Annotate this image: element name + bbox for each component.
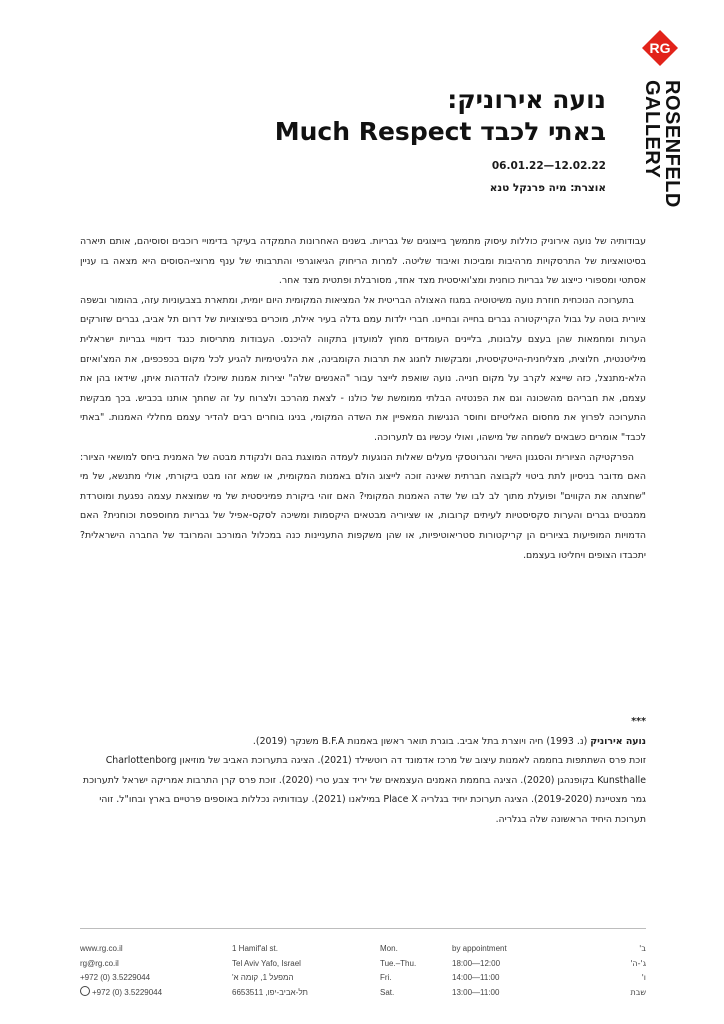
exhibition-text	[80, 232, 646, 565]
svg-text:RG: RG	[649, 40, 671, 56]
whatsapp-icon	[80, 986, 90, 996]
artist-title: נועה אירוניק:	[447, 85, 606, 114]
hours-row	[380, 942, 646, 957]
bio-line-1	[80, 732, 646, 752]
paragraph-2: בתערוכה הנוכחית חוזרת נועה משיטוטיה במגוז האצולה הבריטית אל המציאות המקומית היום יומית, ומתארת בצבעוניות עזה, בהומור ובשפה ציורית בוטה על גבול הקריקטורה גברים בחייה ובחיינו. חברי ילדות עמם גדלה בעיר אילת, מוכרים בפיצוציות של דרום תל אביב, גברים שזורקים הערות ומחמאות שהן בעצם עלבונות, בליינים העומדים מחוץ למועדון בתקווה להיכנס. העבודות מתריסות כנגד דימויי גבריות ישראלית מיליטנטית, חלוצית, מצליחנית-הייטקיסטית, ומבקשות לחגוג את תרבות הקומבינה, את הלגיטימיות להגיע לכל מקום בכפכפים, את המצ'ואיזם הלא-מתנצל, כזה שייצא לקרב על מקום חנייה. נועה שואפת לייצר עבור "האנשים שלה" יצירות אמנות שיוכלו להזדהות איתן, שידאו בהן את עצמם, את חבריהם מהשכונה וגם את הפנטזיה הבלתי ממומשת של כולנו - לצאת מהרכב ולצרוח על זה שחתך אותנו בכביש. בכך מבקשת התערוכה לפרוץ את מחסום האליטיזם וחוסר הנגישות המאפיין את השדה המקומי, בניגו בוחרים רבים להדיר עצמם מחללי האמנות. "באתי לכבד" אומרים כשבאים לשמחה של מישהו, ואולי עכשיו גם לתערוכה.	[80, 294, 646, 443]
hours-day: Sat.	[380, 987, 395, 997]
footer-contact	[80, 942, 162, 1000]
hours-day-hebrew: ג'-ה'	[630, 958, 646, 968]
footer-divider	[80, 928, 646, 929]
whatsapp-contact[interactable]	[80, 986, 162, 1001]
hours-time: 18:00—12:00	[452, 958, 501, 968]
address-line-4: תל-אביב-יפו, 6653511	[232, 987, 308, 997]
email-link[interactable]: rg@rg.co.il	[80, 958, 119, 968]
hours-day-hebrew: ב'	[639, 944, 646, 953]
hours-time: 14:00—11:00	[452, 973, 500, 983]
bio-intro: (נ. 1993) חיה ויוצרת בתל אביב. בוגרת תואר ראשון באמנות B.F.A משנקר (2019).	[252, 735, 591, 747]
hours-day: Tue.–Thu.	[380, 958, 417, 968]
footer-address	[232, 942, 308, 1000]
artist-bio	[80, 712, 646, 830]
address-line-1: 1 Hamif'al st.	[232, 944, 278, 953]
exhibition-title-english: Much Respect	[274, 117, 472, 146]
hours-day: Mon.	[380, 944, 398, 953]
bio-artist-name: נועה אירוניק	[590, 735, 646, 747]
hours-row	[380, 971, 646, 986]
whatsapp-number: +972 (0) 3.5229044	[92, 987, 163, 997]
paragraph-3: הפרקטיקה הציורית והסגנון הישיר והגרוטסקי מעלים שאלות הנוגעות לעמדה המוצגת בהם ולנקודת מבטה של האמנית ביחס למושאי הציור: האם מדובר בניסיון לתת ביטוי לקבוצה חברתית שאינה זוכה לייצוג הולם באמנות המקומית, או שמא זהו מבט ביקורתי, אולי מתנשא, של מי "שחצתה את הקווים" ופועלת מתוך לב לבו של שדה האמנות המקומי? האם זוהי ביקורת פמיניסטית של מי שמוצאת עצמה נפגעת ומוטרדת ממבטים גברים והערות סקסיסטיות לעיתים קרובות, או שציוריה מבטאים היקסמות ומשיכה לסקס-אפיל של גבריות מחוספסת וכוחנית? האם הדמויות המופיעות בציורים הן קריקטורות סטריאוטיפיות, או שהן משקפות התעניינות כנה במכלול המורכב והמרובד של החברה הישראלית? יתכבדו הצופים ויחליטו בעצמם.	[80, 451, 646, 561]
hours-day: Fri.	[380, 973, 392, 983]
address-line-3: המפעל 1, קומה א'	[232, 973, 294, 983]
phone-number[interactable]: +972 (0) 3.5229044	[80, 973, 151, 983]
paragraph-1: עבודותיה של נועה אירוניק כוללות עיסוק מתמשך בייצוגים של גבריות. בשנים האחרונות התמקדה בעיקר בדימויי רוכבים וסוסיהם, אותם תיארה בסיטואציות של התרסקויות מרהיבות ומביכות ואיבוד שליטה. למרות הריחוק הגיאוגרפי והתרבותי של ענף מרוצי-הסוסים היא מצאה בו עניין אסתטי ומספורי כייצוג של גבריות כוחנית ומצ'ואיסטית מצד אחד, מסורבלת ופתטית מצד אחר.	[80, 236, 646, 287]
hours-time: by appointment	[452, 944, 507, 953]
gallery-name-line1: ROSENFELD	[661, 80, 683, 208]
exhibition-title-hebrew: באתי לכבד	[480, 117, 606, 146]
website-link[interactable]: www.rg.co.il	[80, 944, 123, 953]
curator-credit: אוצרת: מיה פרנקל טנא	[489, 182, 606, 194]
hours-day-hebrew: ו'	[641, 973, 646, 983]
address-line-2: Tel Aviv Yafo, Israel	[232, 958, 301, 968]
footer-opening-hours	[380, 942, 646, 1000]
exhibition-title	[186, 116, 606, 148]
gallery-name-line2: GALLERY	[641, 80, 663, 179]
hours-time: 13:00—11:00	[452, 987, 500, 997]
exhibition-header	[186, 84, 606, 196]
hours-day-hebrew: שבת	[630, 987, 646, 997]
bio-details: זוכת פרס השתתפות בחממה לאמנות עיצוב של מרכז אדמונד דה רוטשילד (2021). הציגה בתערוכת האביב של מוזיאון Charlottenborg Kunsthalle בקופנהגן (2020). הציגה בחממת האמנים העצמאים של יריד צבע טרי (2020). זוכת פרס קרן התרבות אמריקה ישראל לתערוכת גמר מצטיינת (2019-2020). הציגה תערוכת יחיד בגלריה Place X במילאנו (2021). עבודותיה נכללות באוספים פרטיים בארץ ובחו"ל. זוהי תערוכת היחיד הראשונה שלה בגלריה.	[82, 755, 646, 825]
section-divider-stars: ***	[631, 716, 646, 727]
hours-row	[380, 957, 646, 972]
hours-row	[380, 986, 646, 1001]
rg-logo-icon	[640, 28, 680, 68]
exhibition-dates: 12.02.22—06.01.22	[491, 160, 606, 172]
gallery-name	[642, 80, 682, 208]
gallery-logo	[640, 28, 686, 208]
